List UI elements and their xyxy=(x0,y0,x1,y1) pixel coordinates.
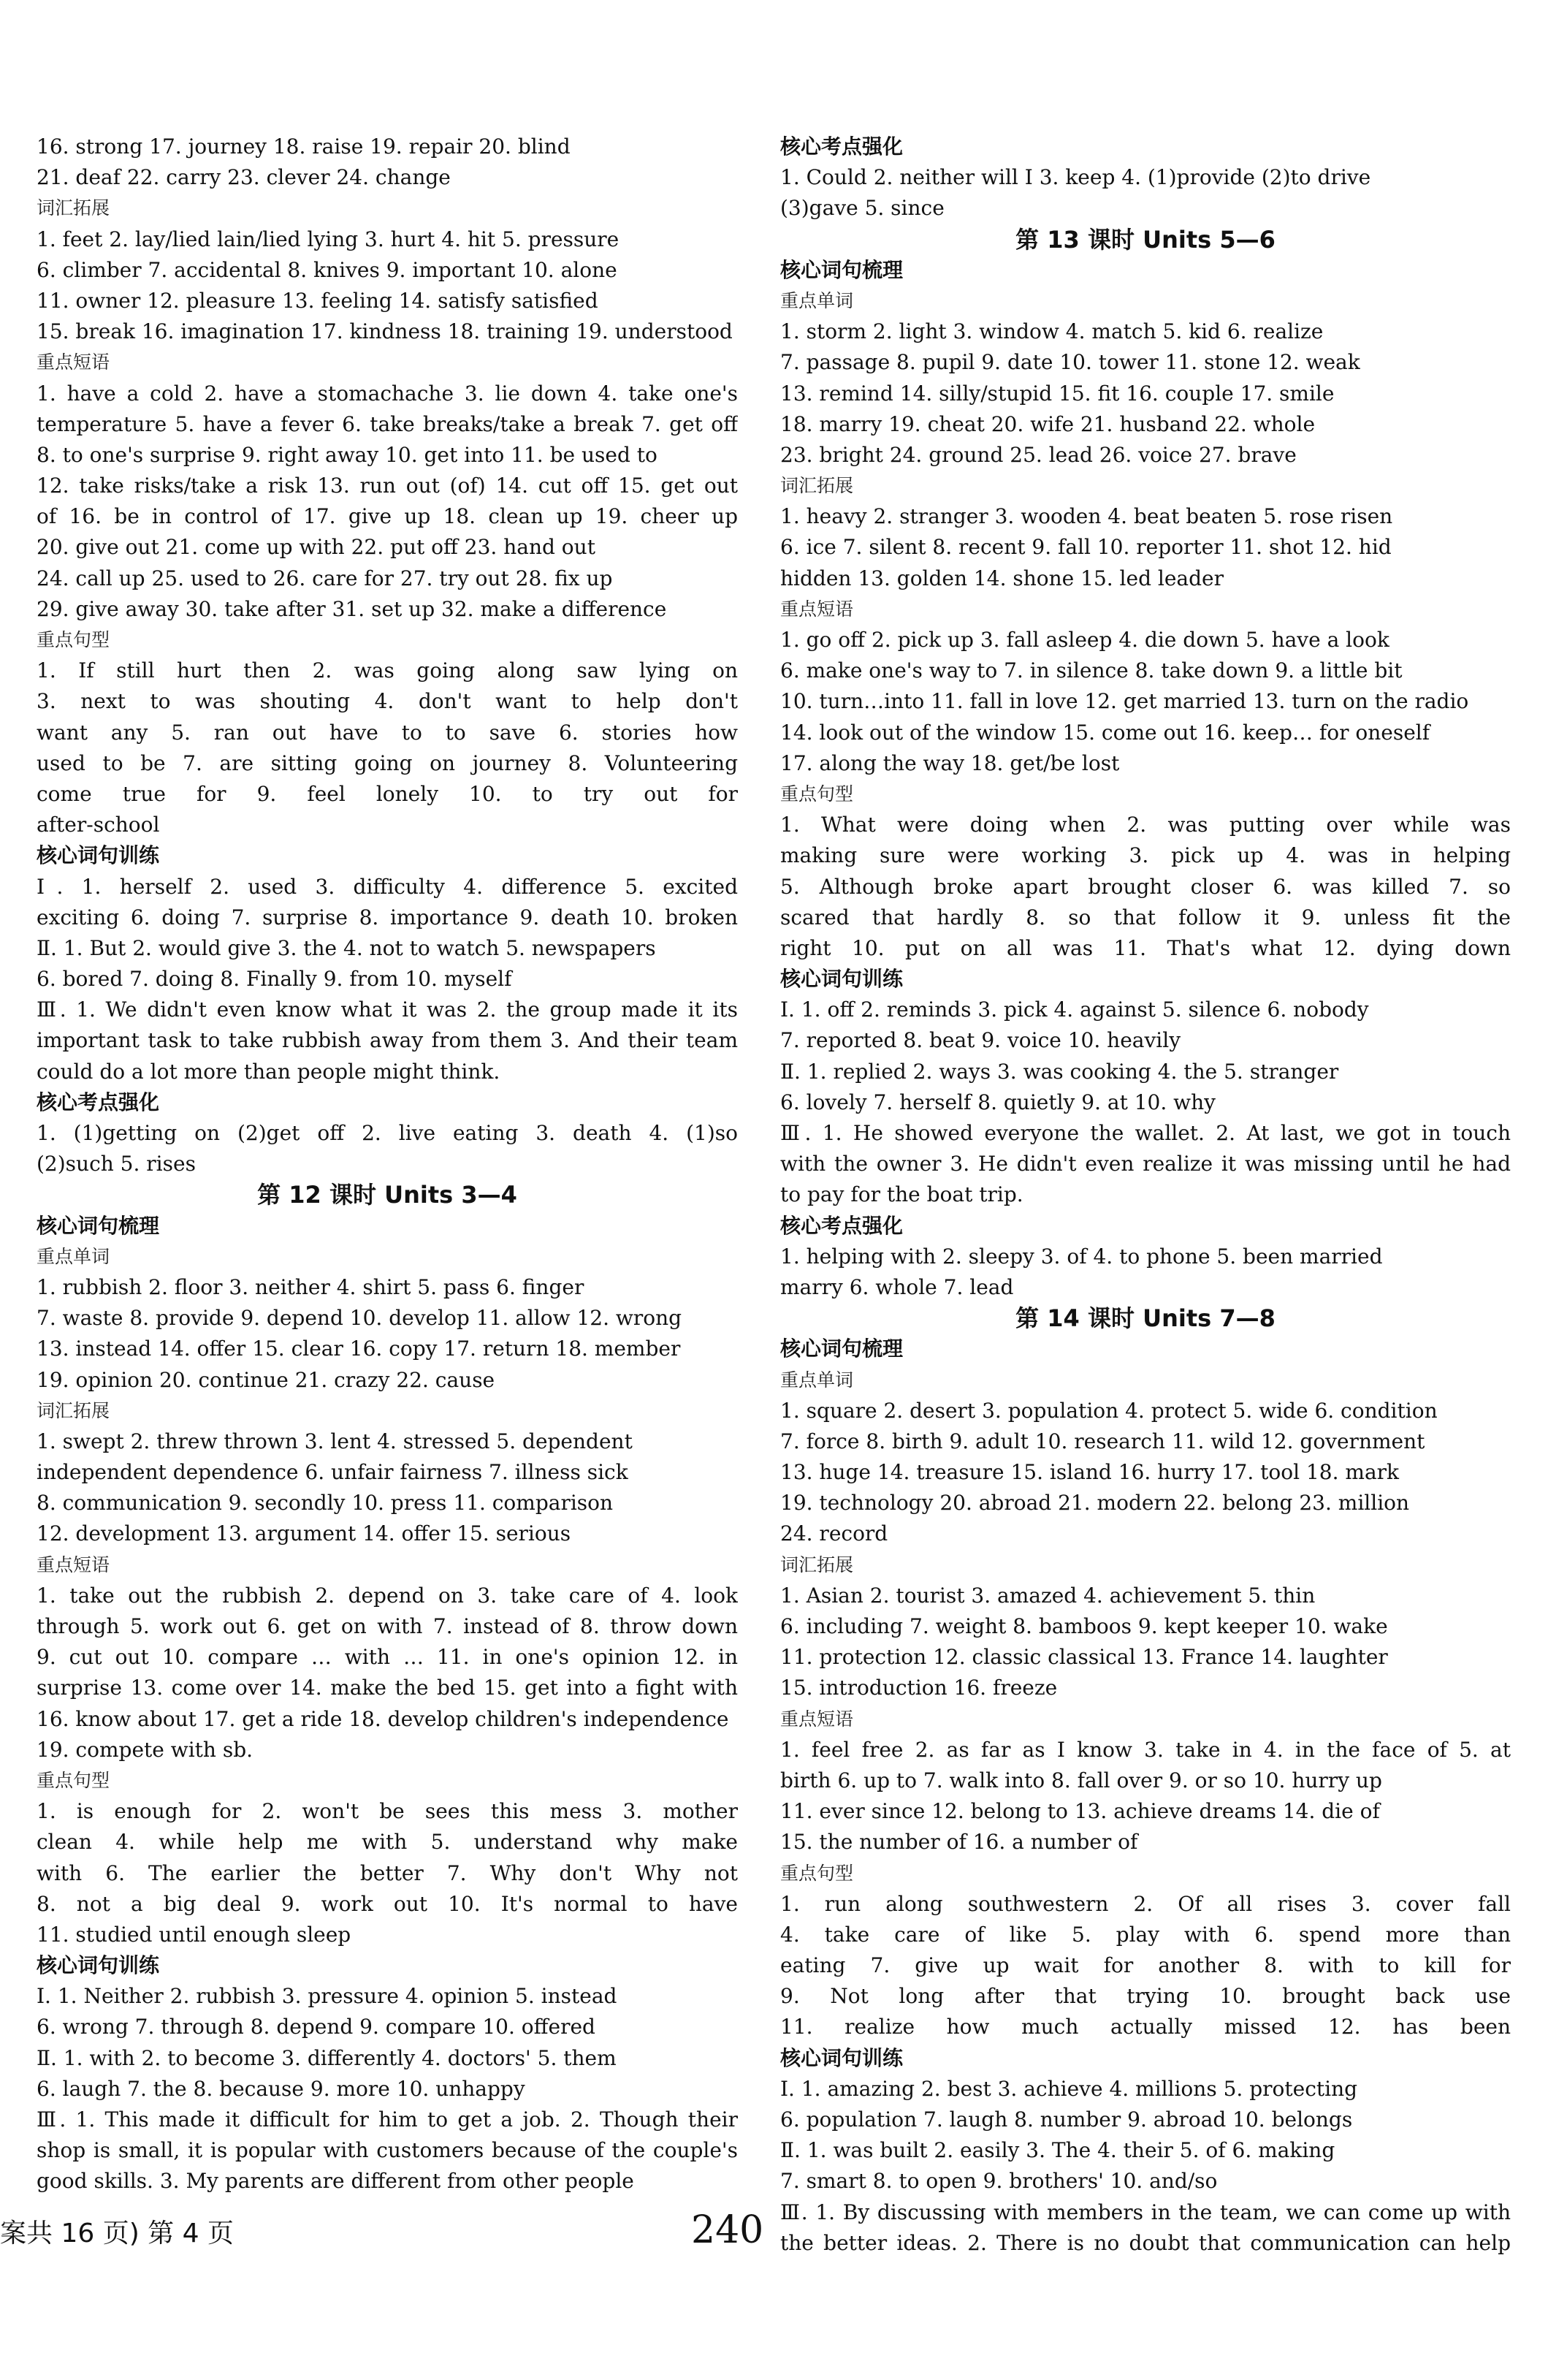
answer-line: 21. deaf 22. carry 23. clever 24. change xyxy=(37,165,451,190)
answer-line: 24. record xyxy=(780,1521,888,1546)
answer-line: exciting 6. doing 7. surprise 8. importance 9. death 10. broken xyxy=(37,905,738,929)
page-footer xyxy=(0,2208,1567,2252)
answer-line: 7. smart 8. to open 9. brothers' 10. and/so xyxy=(780,2169,1218,2194)
section-heading: 核心词句训练 xyxy=(780,2045,904,2070)
lesson-title: 第 13 课时 Units 5—6 xyxy=(1015,225,1276,254)
answer-line: 8. communication 9. secondly 10. press 11. comparison xyxy=(37,1491,614,1516)
answer-line: 24. call up 25. used to 26. care for 27. try out 28. fix up xyxy=(37,566,613,590)
answer-line: Ⅰ. 1. herself 2. used 3. difficulty 4. difference 5. excited xyxy=(37,874,738,899)
answer-line: important task to take rubbish away from them 3. And their team xyxy=(37,1028,738,1053)
section-subheading: 重点短语 xyxy=(780,598,854,620)
answer-line: 9. Not long after that trying 10. brought back use xyxy=(780,1984,1511,2009)
answer-line: with the owner 3. He didn't even realize it was missing until he had xyxy=(780,1152,1511,1176)
answer-line: 8. not a big deal 9. work out 10. It's normal to have xyxy=(37,1891,738,1916)
answer-line: 10. turn…into 11. fall in love 12. get married 13. turn on the radio xyxy=(780,689,1469,714)
right-column xyxy=(780,132,1511,2259)
section-heading: 核心词句训练 xyxy=(780,967,904,992)
answer-line: come true for 9. feel lonely 10. to try out for xyxy=(37,781,738,806)
answer-line: 11. studied until enough sleep xyxy=(37,1922,351,1947)
section-heading: 核心词句训练 xyxy=(37,843,160,868)
answer-line: birth 6. up to 7. walk into 8. fall over 9. or so 10. hurry up xyxy=(780,1768,1382,1792)
answer-line: 23. bright 24. ground 25. lead 26. voice 27. brave xyxy=(780,442,1297,467)
answer-line: temperature 5. have a fever 6. take breaks/take a break 7. get off xyxy=(37,411,738,436)
answer-line: 1. is enough for 2. won't be sees this mess 3. mother xyxy=(37,1799,738,1824)
answer-line: 11. realize how much actually missed 12. has been xyxy=(780,2015,1511,2039)
answer-line: 1. square 2. desert 3. population 4. protect 5. wide 6. condition xyxy=(780,1398,1438,1423)
answer-line: 1. Could 2. neither will I 3. keep 4. (1)provide (2)to drive xyxy=(780,165,1371,190)
answer-line: 1. heavy 2. stranger 3. wooden 4. beat beaten 5. rose risen xyxy=(780,504,1393,529)
section-subheading: 重点句型 xyxy=(37,1769,110,1791)
answer-line: 1. Asian 2. tourist 3. amazed 4. achievement 5. thin xyxy=(780,1583,1316,1608)
answer-line: 5. Although broke apart brought closer 6. was killed 7. so xyxy=(780,874,1511,899)
page-number: 240 xyxy=(691,2208,764,2252)
answer-line: 1. go off 2. pick up 3. fall asleep 4. die down 5. have a look xyxy=(780,628,1389,652)
answer-line: 8. to one's surprise 9. right away 10. get into 11. be used to xyxy=(37,442,657,467)
answer-line: Ⅲ. 1. He showed everyone the wallet. 2. At last, we got in touch xyxy=(780,1121,1511,1145)
answer-line: 4. take care of like 5. play with 6. spend more than xyxy=(780,1922,1511,1947)
answer-line: (3)gave 5. since xyxy=(780,196,945,221)
answer-line: 1. rubbish 2. floor 3. neither 4. shirt 5. pass 6. finger xyxy=(37,1274,584,1299)
answer-line: eating 7. give up wait for another 8. with to kill for xyxy=(780,1953,1511,1978)
answer-line: 11. ever since 12. belong to 13. achieve dreams 14. die of xyxy=(780,1799,1380,1824)
answer-line: Ⅰ. 1. Neither 2. rubbish 3. pressure 4. opinion 5. instead xyxy=(37,1984,617,2009)
answer-line: 20. give out 21. come up with 22. put off 23. hand out xyxy=(37,535,595,560)
answer-line: 6. including 7. weight 8. bamboos 9. kept keeper 10. wake xyxy=(780,1614,1388,1638)
answer-line: Ⅱ. 1. But 2. would give 3. the 4. not to watch 5. newspapers xyxy=(37,935,656,960)
answer-line: 29. give away 30. take after 31. set up 32. make a difference xyxy=(37,596,667,621)
answer-line: Ⅰ. 1. off 2. reminds 3. pick 4. against 5. silence 6. nobody xyxy=(780,997,1369,1022)
answer-line: want any 5. ran out have to to save 6. stories how xyxy=(37,720,738,745)
answer-line: 6. climber 7. accidental 8. knives 9. important 10. alone xyxy=(37,257,617,282)
answer-line: independent dependence 6. unfair fairness 7. illness sick xyxy=(37,1460,628,1485)
section-subheading: 词汇拓展 xyxy=(780,1554,854,1575)
answer-line: 16. know about 17. get a ride 18. develop children's independence xyxy=(37,1706,729,1731)
answer-line: right 10. put on all was 11. That's what 12. dying down xyxy=(780,935,1511,960)
answer-line: hidden 13. golden 14. shone 15. led leader xyxy=(780,566,1224,590)
answer-line: clean 4. while help me with 5. understand why make xyxy=(37,1830,738,1855)
answer-line: 18. marry 19. cheat 20. wife 21. husband 22. whole xyxy=(780,411,1316,436)
section-subheading: 词汇拓展 xyxy=(37,1399,110,1421)
section-heading: 核心词句梳理 xyxy=(37,1213,160,1238)
answer-line: 6. make one's way to 7. in silence 8. take down 9. a little bit xyxy=(780,658,1403,683)
section-heading: 核心考点强化 xyxy=(780,134,904,159)
answer-line: through 5. work out 6. get on with 7. instead of 8. throw down xyxy=(37,1614,738,1638)
answer-line: 6. bored 7. doing 8. Finally 9. from 10. myself xyxy=(37,967,512,992)
section-subheading: 词汇拓展 xyxy=(37,197,110,219)
section-subheading: 重点单词 xyxy=(37,1245,110,1267)
answer-line: 9. cut out 10. compare … with … 11. in one's opinion 12. in xyxy=(37,1645,738,1670)
answer-line: 1. feel free 2. as far as I know 3. take in 4. in the face of 5. at xyxy=(780,1737,1511,1762)
answer-line: 1. helping with 2. sleepy 3. of 4. to phone 5. been married xyxy=(780,1244,1383,1269)
left-column xyxy=(37,132,738,2197)
answer-line: Ⅱ. 1. with 2. to become 3. differently 4. doctors' 5. them xyxy=(37,2045,617,2070)
answer-line: 15. break 16. imagination 17. kindness 18. training 19. understood xyxy=(37,319,733,344)
answer-line: 14. look out of the window 15. come out 16. keep… for oneself xyxy=(780,720,1430,745)
answer-line: 19. opinion 20. continue 21. crazy 22. cause xyxy=(37,1367,495,1392)
section-heading: 核心考点强化 xyxy=(37,1090,160,1114)
section-subheading: 重点短语 xyxy=(37,351,110,373)
answer-line: 17. along the way 18. get/be lost xyxy=(780,750,1120,775)
answer-line: 11. protection 12. classic classical 13. France 14. laughter xyxy=(780,1645,1388,1670)
section-subheading: 重点句型 xyxy=(37,629,110,650)
answer-line: 1. What were doing when 2. was putting over while was xyxy=(780,813,1511,837)
answer-line: 1. If still hurt then 2. was going along saw lying on xyxy=(37,658,738,683)
answer-line: Ⅰ. 1. amazing 2. best 3. achieve 4. millions 5. protecting xyxy=(780,2076,1358,2101)
answer-line: 13. huge 14. treasure 15. island 16. hurry 17. tool 18. mark xyxy=(780,1460,1399,1485)
section-heading: 核心词句梳理 xyxy=(780,257,904,282)
section-subheading: 重点单词 xyxy=(780,1369,854,1391)
answer-line: 7. force 8. birth 9. adult 10. research 11. wild 12. government xyxy=(780,1429,1425,1453)
answer-line: Ⅱ. 1. replied 2. ways 3. was cooking 4. the 5. stranger xyxy=(780,1059,1339,1084)
answer-line: 12. development 13. argument 14. offer 15. serious xyxy=(37,1521,571,1546)
answer-line: the better ideas. 2. There is no doubt that communication can help xyxy=(780,2230,1511,2255)
section-subheading: 重点短语 xyxy=(37,1554,110,1575)
answer-line: Ⅲ. 1. We didn't even know what it was 2. the group made it its xyxy=(37,997,738,1022)
answer-line: 16. strong 17. journey 18. raise 19. repair 20. blind xyxy=(37,134,571,159)
answer-line: 13. instead 14. offer 15. clear 16. copy 17. return 18. member xyxy=(37,1337,681,1361)
section-heading: 核心词句训练 xyxy=(37,1953,160,1978)
answer-line: 1. run along southwestern 2. Of all rises 3. cover fall xyxy=(780,1891,1511,1916)
answer-line: 1. storm 2. light 3. window 4. match 5. kid 6. realize xyxy=(780,319,1324,344)
answer-line: 6. wrong 7. through 8. depend 9. compare 10. offered xyxy=(37,2015,595,2039)
answer-line: Ⅲ. 1. This made it difficult for him to get a job. 2. Though their xyxy=(37,2107,738,2132)
answer-line: 7. waste 8. provide 9. depend 10. develop 11. allow 12. wrong xyxy=(37,1306,682,1331)
answer-line: 1. swept 2. threw thrown 3. lent 4. stressed 5. dependent xyxy=(37,1429,633,1453)
answer-line: Ⅱ. 1. was built 2. easily 3. The 4. their 5. of 6. making xyxy=(780,2138,1335,2163)
answer-line: 11. owner 12. pleasure 13. feeling 14. satisfy satisfied xyxy=(37,288,598,313)
section-subheading: 重点句型 xyxy=(780,783,854,805)
section-subheading: 重点单词 xyxy=(780,289,854,311)
answer-line: good skills. 3. My parents are different from other people xyxy=(37,2169,634,2194)
answer-line: Ⅲ. 1. By discussing with members in the team, we can come up with xyxy=(780,2200,1511,2224)
answer-line: 1. take out the rubbish 2. depend on 3. take care of 4. look xyxy=(37,1583,738,1608)
answer-line: 15. introduction 16. freeze xyxy=(780,1676,1058,1700)
answer-line: 7. passage 8. pupil 9. date 10. tower 11. stone 12. weak xyxy=(780,350,1360,375)
answer-line: could do a lot more than people might think. xyxy=(37,1059,500,1084)
answer-line: with 6. The earlier the better 7. Why don't Why not xyxy=(37,1860,738,1885)
answer-line: 12. take risks/take a risk 13. run out (of) 14. cut off 15. get out xyxy=(37,474,738,498)
answer-line: 6. population 7. laugh 8. number 9. abroad 10. belongs xyxy=(780,2107,1353,2132)
answer-line: of 16. be in control of 17. give up 18. clean up 19. cheer up xyxy=(37,504,738,529)
answer-line: (2)such 5. rises xyxy=(37,1152,196,1176)
lesson-title: 第 14 课时 Units 7—8 xyxy=(1015,1304,1276,1333)
section-subheading: 重点句型 xyxy=(780,1862,854,1884)
section-heading: 核心考点强化 xyxy=(780,1213,904,1238)
answer-line: 7. reported 8. beat 9. voice 10. heavily xyxy=(780,1028,1181,1053)
answer-line: 6. ice 7. silent 8. recent 9. fall 10. reporter 11. shot 12. hid xyxy=(780,535,1392,560)
footer-page-info: 案共 16 页) 第 4 页 xyxy=(0,2219,234,2248)
answer-line: shop is small, it is popular with customers because of the couple's xyxy=(37,2138,738,2163)
answer-line: 1. have a cold 2. have a stomachache 3. lie down 4. take one's xyxy=(37,381,738,406)
answer-line: making sure were working 3. pick up 4. was in helping xyxy=(780,843,1511,868)
answer-line: 15. the number of 16. a number of xyxy=(780,1830,1138,1855)
answer-line: 13. remind 14. silly/stupid 15. fit 16. couple 17. smile xyxy=(780,381,1335,406)
answer-line: 19. technology 20. abroad 21. modern 22. belong 23. million xyxy=(780,1491,1410,1516)
answer-line: surprise 13. come over 14. make the bed 15. get into a fight with xyxy=(37,1676,738,1700)
answer-line: 6. lovely 7. herself 8. quietly 9. at 10. why xyxy=(780,1090,1216,1114)
answer-line: used to be 7. are sitting going on journey 8. Volunteering xyxy=(37,750,738,775)
section-heading: 核心词句梳理 xyxy=(780,1337,904,1361)
answer-line: 3. next to was shouting 4. don't want to help don't xyxy=(37,689,738,714)
answer-line: after-school xyxy=(37,813,160,837)
answer-line: 1. (1)getting on (2)get off 2. live eating 3. death 4. (1)so xyxy=(37,1121,738,1145)
section-subheading: 词汇拓展 xyxy=(780,475,854,497)
answer-line: 19. compete with sb. xyxy=(37,1737,253,1762)
answer-line: 6. laugh 7. the 8. because 9. more 10. unhappy xyxy=(37,2076,525,2101)
answer-line: to pay for the boat trip. xyxy=(780,1182,1023,1207)
answer-line: scared that hardly 8. so that follow it 9. unless fit the xyxy=(780,905,1511,929)
lesson-title: 第 12 课时 Units 3—4 xyxy=(257,1181,517,1209)
answer-line: marry 6. whole 7. lead xyxy=(780,1274,1014,1299)
answer-line: 1. feet 2. lay/lied lain/lied lying 3. hurt 4. hit 5. pressure xyxy=(37,227,619,251)
section-subheading: 重点短语 xyxy=(780,1708,854,1730)
